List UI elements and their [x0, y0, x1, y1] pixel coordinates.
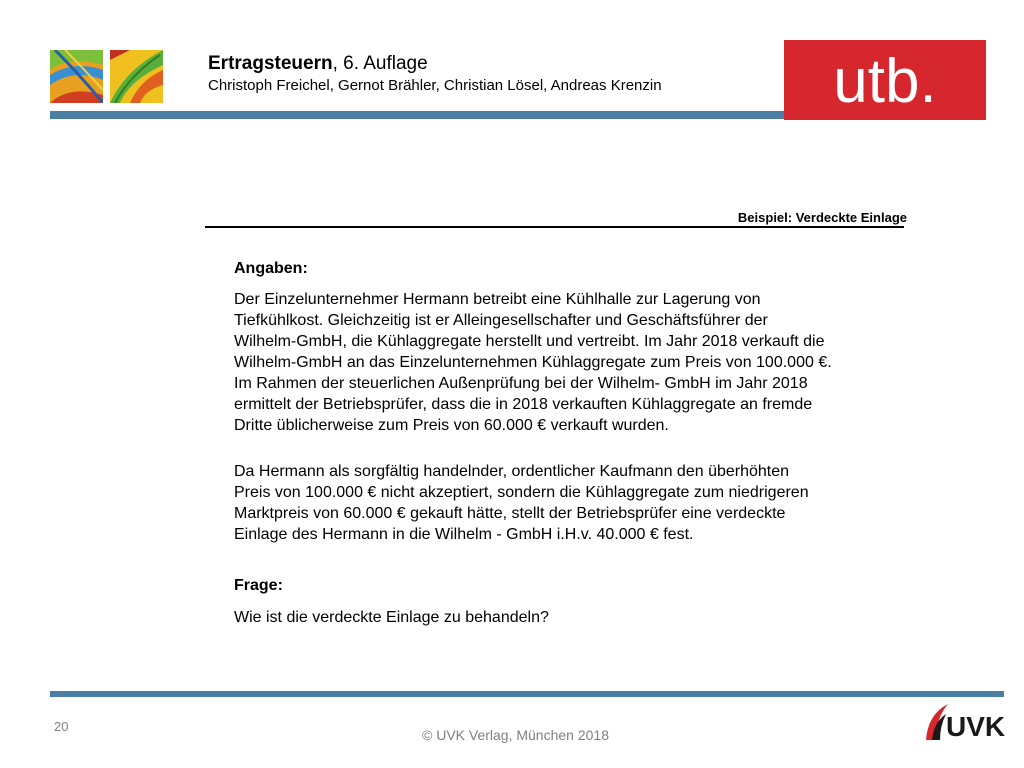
header-divider: [50, 111, 850, 119]
book-title: Ertragsteuern, 6. Auflage: [208, 53, 428, 74]
uvk-logo: [922, 700, 1008, 744]
section-label: Beispiel: Verdeckte Einlage: [737, 210, 907, 225]
svg-text:UVK: UVK: [946, 711, 1006, 742]
paragraph-assessment: [234, 461, 894, 545]
paragraph-line: Wilhelm-GmbH an das Einzelunternehmen Kühlaggregate zum Preis von 100.000 €.: [234, 354, 832, 371]
section-divider: [205, 226, 904, 228]
svg-text:utb.: utb.: [833, 47, 937, 116]
paragraph-line: ermittelt der Betriebsprüfer, dass die in 2018 verkauften Kühlaggregate an fremde: [234, 396, 813, 413]
utb-logo: [784, 40, 986, 120]
paragraph-line: Wilhelm-GmbH, die Kühlaggregate herstellt und vertreibt. Im Jahr 2018 verkauft die: [234, 333, 825, 350]
paragraph-line: Marktpreis von 60.000 € gekauft hätte, stellt der Betriebsprüfer eine verdeckte: [234, 505, 786, 522]
paragraph-line: Dritte üblicherweise zum Preis von 60.000 € verkauft wurden.: [234, 417, 669, 434]
footer-divider: [50, 691, 1004, 697]
paragraph-line: Preis von 100.000 € nicht akzeptiert, sondern die Kühlaggregate zum niedrigeren: [234, 484, 809, 501]
book-authors: Christoph Freichel, Gernot Brähler, Christian Lösel, Andreas Krenzin: [208, 77, 662, 94]
angaben-heading: Angaben:: [234, 260, 308, 277]
paragraph-line: Der Einzelunternehmer Hermann betreibt eine Kühlhalle zur Lagerung von: [234, 291, 761, 308]
cover-thumbnail-2: [110, 50, 163, 103]
paragraph-line: Da Hermann als sorgfältig handelnder, ordentlicher Kaufmann den überhöhten: [234, 463, 790, 480]
copyright-notice: © UVK Verlag, München 2018: [422, 727, 609, 743]
cover-thumbnail-1: [50, 50, 103, 103]
paragraph-line: Tiefkühlkost. Gleichzeitig ist er Alleingesellschafter und Geschäftsführer der: [234, 312, 768, 329]
page-number: 20: [54, 719, 69, 734]
paragraph-facts: [234, 289, 894, 436]
frage-heading: Frage:: [234, 577, 283, 594]
frage-text: Wie ist die verdeckte Einlage zu behandeln?: [234, 609, 549, 626]
paragraph-line: Im Rahmen der steuerlichen Außenprüfung bei der Wilhelm- GmbH im Jahr 2018: [234, 375, 808, 392]
paragraph-line: Einlage des Hermann in die Wilhelm - GmbH i.H.v. 40.000 € fest.: [234, 526, 694, 543]
